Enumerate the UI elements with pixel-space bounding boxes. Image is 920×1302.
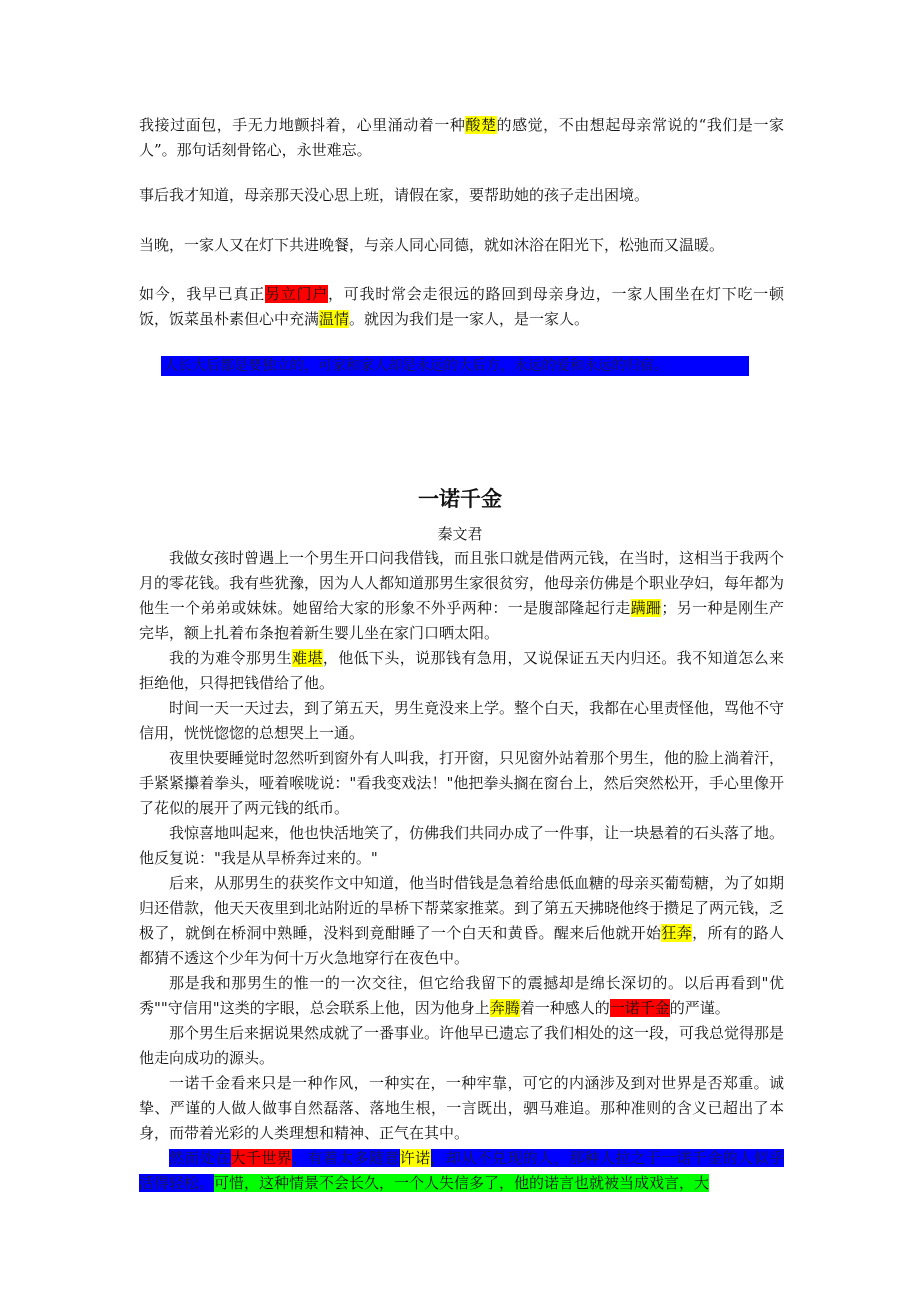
highlight-blue: 然而处在 [169, 1149, 231, 1167]
text-run: 如今，我早已真正 [139, 285, 265, 303]
text-run: 的感觉，不由想起母亲常说的“我们是一家人”。那句话刻骨铭心，永世难忘。 [139, 116, 784, 159]
text-run: ，可我时常会走很远的路回到母亲身边，一家人围坐在灯下吃一顿饭，饭菜虽朴素但心中充满 [139, 285, 784, 328]
article-author: 秦文君 [437, 525, 483, 543]
highlight-green: 可惜，这种情景不会长久，一个人失信多了，他的诺言也就被当成戏言，大 [214, 1174, 710, 1192]
highlight-yellow: 狂奔 [661, 924, 693, 942]
article-paragraph [139, 546, 784, 646]
highlight-blue: ，却从不兑现的人，那种人拉之于一诺千金的人似乎活得轻松。 [139, 1149, 784, 1192]
article-paragraph: 夜里快要睡觉时忽然听到窗外有人叫我，打开窗，只见窗外站着那个男生，他的脸上淌着汗，手紧紧攥着拳头，哑着喉咙说："看我变戏法！"他把拳头搁在窗台上，然后突然松开，手心里像开了花似的展开了两元钱的纸币。 [139, 749, 785, 817]
highlight-yellow: 蹒跚 [630, 599, 662, 617]
text-run: 后来，从那男生的获奖作文中知道，他当时借钱是急着给患低血糖的母亲买葡萄糖，为了如期归还借款，他天天夜里到北站附近的旱桥下帮菜家推菜。到了第五天拂晓他终于攒足了两元钱，乏极了，就倒在桥洞中熟睡，没料到竟酣睡了一个白天和黄昏。醒来后他就开始 [139, 874, 785, 942]
article-body [139, 546, 784, 1196]
text-run: 我的为难令那男生 [169, 649, 293, 667]
text-run: ，所有的路人都猜不透这个少年为何十万火急地穿行在夜色中。 [139, 924, 784, 967]
text-run: 那是我和那男生的惟一的一次交往，但它给我留下的震撼却是绵长深切的。以后再看到"优秀""守信用"这类的字眼，总会联系上他，因为他身上 [139, 974, 784, 1017]
text-run: ，他低下头，说那钱有急用，又说保证五天内归还。我不知道怎么来拒绝他，只得把钱借给了他。 [139, 649, 784, 692]
highlight-red: 一诺千金 [609, 999, 670, 1017]
highlight-red: 大千世界 [230, 1149, 293, 1167]
text-run: 我做女孩时曾遇上一个男生开口问我借钱，而且张口就是借两元钱，在当时，这相当于我两个月的零花钱。我有些犹豫，因为人人都知道那男生家很贫穷，他母亲仿佛是个职业孕妇，每年都为他生一个弟弟或妹妹。她留给大家的形象不外乎两种：一是腹部隆起行走 [139, 549, 785, 617]
highlight-yellow: 酸楚 [465, 116, 497, 134]
highlight-yellow: 许诺 [399, 1149, 431, 1167]
article-paragraph [139, 871, 784, 971]
article-paragraph [139, 971, 784, 1021]
article-paragraph: 时间一天一天过去，到了第五天，男生竟没来上学。整个白天，我都在心里责怪他，骂他不守信用，恍恍惚惚的总想哭上一通。 [139, 699, 785, 742]
paragraph-bread [139, 113, 784, 163]
article-paragraph-highlighted [139, 1146, 784, 1196]
article-title: 一诺千金 [418, 487, 502, 511]
text-run: 。就因为我们是一家人，是一家人。 [349, 310, 590, 328]
article-paragraph: 一诺千金看来只是一种作风，一种实在，一种牢靠，可它的内涵涉及到对世界是否郑重。诚挚、严谨的人做人做事自然磊落、落地生根，一言既出，驷马难追。那种准则的含义已超出了本身，而带着光彩的人类理想和精神、正气在其中。 [139, 1074, 784, 1142]
text-run: 的严谨。 [669, 999, 730, 1017]
text-run: 我接过面包，手无力地颤抖着，心里涌动着一种 [139, 116, 466, 134]
highlight-yellow: 难堪 [292, 649, 323, 667]
paragraph-dinner: 当晚，一家人又在灯下共进晚餐，与亲人同心同德，就如沐浴在阳光下，松弛而又温暖。 [139, 236, 725, 254]
text-run: ；另一种是刚生产完毕，额上扎着布条抱着新生婴儿坐在家门口晒太阳。 [139, 599, 784, 642]
highlight-red: 另立门户 [265, 285, 328, 303]
highlight-blue: ，有着太多随意 [292, 1149, 400, 1167]
highlight-yellow: 温情 [319, 310, 350, 328]
article-paragraph: 我惊喜地叫起来，他也快活地笑了，仿佛我们共同办成了一件事，让一块悬着的石头落了地。他反复说："我是从旱桥奔过来的。" [139, 824, 785, 867]
highlight-yellow: 奔腾 [489, 999, 520, 1017]
paragraph-mother-leave: 事后我才知道，母亲那天没心思上班，请假在家，要帮助她的孩子走出困境。 [139, 186, 650, 204]
text-run: 着一种感人的 [519, 999, 610, 1017]
article-paragraph [139, 646, 784, 696]
highlight-banner-blue: 人长大后都是要独立的，可家和家人却是永远的大后方，永远的爱和永远的归宿。 [161, 356, 749, 376]
paragraph-now [139, 282, 784, 332]
article-paragraph: 那个男生后来据说果然成就了一番事业。许他早已遗忘了我们相处的这一段，可我总觉得那是他走向成功的源头。 [139, 1024, 785, 1067]
